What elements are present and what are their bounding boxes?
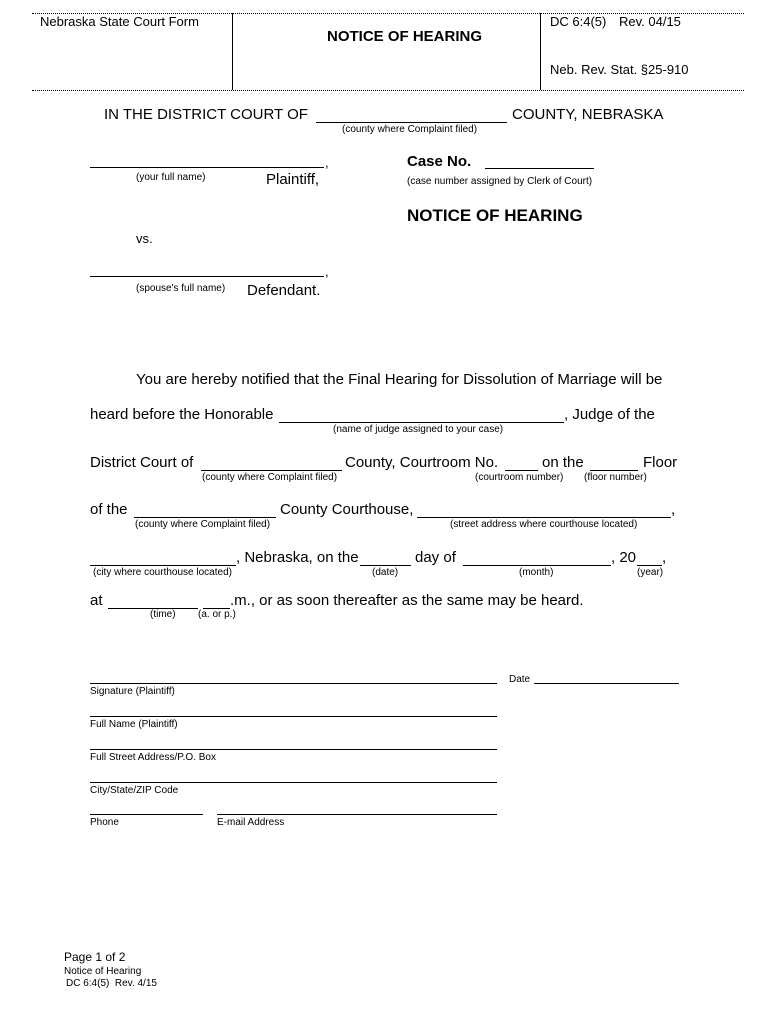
header-divider-left xyxy=(232,13,233,90)
address-label: Full Street Address/P.O. Box xyxy=(90,752,216,763)
city-hint: (city where courthouse located) xyxy=(93,567,232,578)
body-line-3d: Floor xyxy=(643,454,678,471)
case-no-label: Case No. xyxy=(407,153,472,170)
floor-field[interactable] xyxy=(590,455,638,471)
plaintiff-name-field[interactable] xyxy=(90,153,324,168)
form-source: Nebraska State Court Form xyxy=(40,14,199,29)
county-hint: (county where Complaint filed) xyxy=(202,472,338,483)
time-hint: (time) xyxy=(150,609,176,620)
defendant-comma: , xyxy=(325,264,329,279)
document-title: NOTICE OF HEARING xyxy=(407,206,583,225)
page-number: Page 1 of 2 xyxy=(64,950,126,964)
city-field[interactable] xyxy=(90,550,236,566)
versus-label: vs. xyxy=(136,231,153,246)
footer-form-rev: DC 6:4(5) Rev. 4/15 xyxy=(66,978,157,989)
time-field[interactable] xyxy=(108,593,198,609)
ampm-field[interactable] xyxy=(203,593,230,609)
date-field[interactable] xyxy=(360,550,411,566)
email-label: E-mail Address xyxy=(217,817,285,828)
address-line[interactable] xyxy=(90,749,497,750)
full-name-label: Full Name (Plaintiff) xyxy=(90,719,178,730)
year-field[interactable] xyxy=(637,550,662,566)
footer-form-name: Notice of Hearing xyxy=(64,966,142,977)
body-line-3b: County, Courtroom No. xyxy=(345,454,499,471)
ampm-hint: (a. or p.) xyxy=(198,609,236,620)
city-state-zip-line[interactable] xyxy=(90,782,497,783)
body-line-4c: , xyxy=(671,501,676,518)
plaintiff-comma: , xyxy=(325,155,329,170)
body-line-2b: , Judge of the xyxy=(564,406,655,423)
case-no-field[interactable] xyxy=(485,154,594,169)
courtroom-hint: (courtroom number) xyxy=(475,472,564,483)
signature-line[interactable] xyxy=(90,683,497,684)
month-field[interactable] xyxy=(463,550,611,566)
judge-hint: (name of judge assigned to your case) xyxy=(333,424,504,435)
courtroom-field[interactable] xyxy=(505,455,538,471)
body-line-5b: day of xyxy=(415,549,456,566)
date-label: Date xyxy=(509,674,531,685)
floor-hint: (floor number) xyxy=(584,472,647,483)
month-hint: (month) xyxy=(519,567,554,578)
form-number: DC 6:4(5) xyxy=(550,14,607,29)
court-suffix: COUNTY, NEBRASKA xyxy=(512,106,664,123)
body-line-3c: on the xyxy=(542,454,584,471)
body-line-5a: , Nebraska, on the xyxy=(236,549,359,566)
signature-label: Signature (Plaintiff) xyxy=(90,686,175,697)
street-hint: (street address where courthouse located) xyxy=(450,519,638,530)
signature-date-line[interactable] xyxy=(534,683,679,684)
statute-reference: Neb. Rev. Stat. §25-910 xyxy=(550,62,689,77)
defendant-label: Defendant. xyxy=(247,282,321,299)
court-county-blank[interactable] xyxy=(201,455,342,471)
county-hint-2: (county where Complaint filed) xyxy=(135,519,271,530)
body-line-5c: , 20 xyxy=(611,549,637,566)
email-line[interactable] xyxy=(217,814,497,815)
body-line-4b: County Courthouse, xyxy=(280,501,414,518)
date-hint: (date) xyxy=(372,567,399,578)
phone-label: Phone xyxy=(90,817,119,828)
defendant-name-field[interactable] xyxy=(90,262,324,277)
courthouse-county-field[interactable] xyxy=(134,502,276,518)
form-revision: Rev. 04/15 xyxy=(619,14,681,29)
judge-name-field[interactable] xyxy=(279,407,564,423)
street-address-field[interactable] xyxy=(417,502,671,518)
body-line-5d: , xyxy=(662,549,667,566)
court-county-field[interactable] xyxy=(316,107,507,123)
header-title: NOTICE OF HEARING xyxy=(327,28,483,45)
city-state-zip-label: City/State/ZIP Code xyxy=(90,785,179,796)
body-line-1: You are hereby notified that the Final Hearing for Dissolution of Marriage will be xyxy=(136,371,663,388)
court-county-hint: (county where Complaint filed) xyxy=(342,124,478,135)
body-line-6a: at xyxy=(90,592,103,609)
plaintiff-hint: (your full name) xyxy=(136,172,206,183)
body-line-4a: of the xyxy=(90,501,128,518)
full-name-line[interactable] xyxy=(90,716,497,717)
header-bottom-rule xyxy=(32,90,744,91)
header-divider-right xyxy=(540,13,541,90)
court-prefix: IN THE DISTRICT COURT OF xyxy=(104,106,308,123)
phone-line[interactable] xyxy=(90,814,203,815)
defendant-hint: (spouse's full name) xyxy=(136,283,226,294)
body-line-2a: heard before the Honorable xyxy=(90,406,274,423)
year-hint: (year) xyxy=(637,567,664,578)
body-line-6b: .m., or as soon thereafter as the same may be heard. xyxy=(230,592,584,609)
body-line-3a: District Court of xyxy=(90,454,194,471)
case-no-hint: (case number assigned by Clerk of Court) xyxy=(407,176,593,187)
plaintiff-label: Plaintiff, xyxy=(266,171,320,188)
